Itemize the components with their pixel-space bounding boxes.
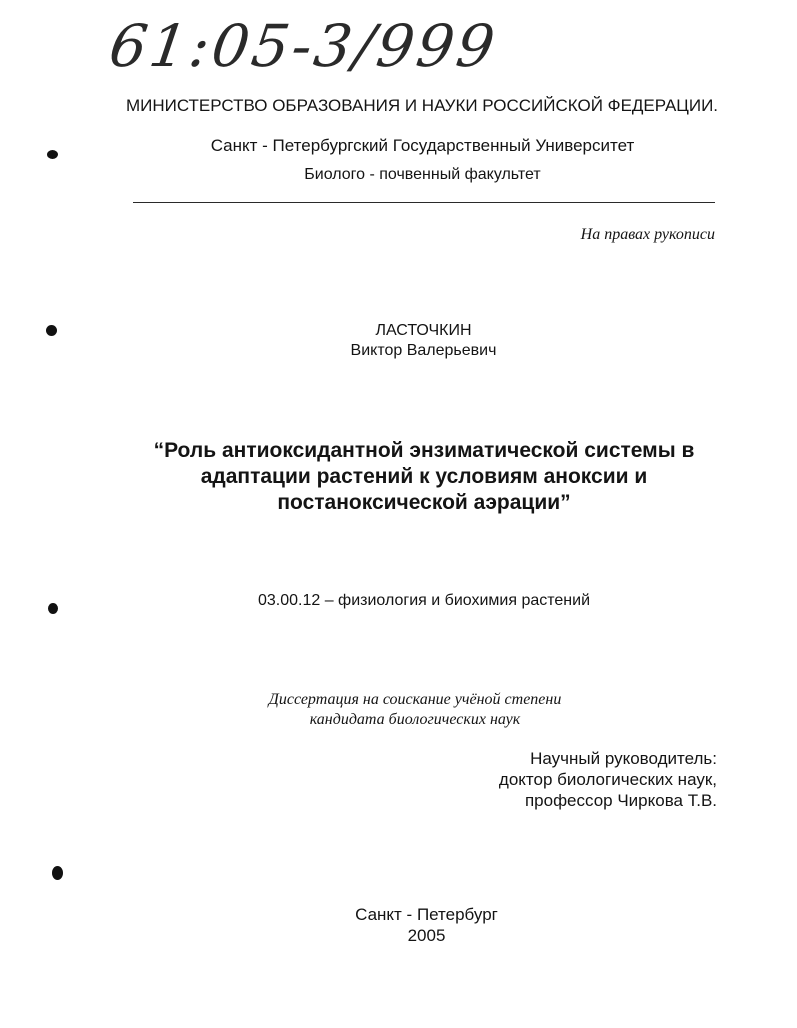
binding-hole-mark — [47, 150, 58, 159]
binding-hole-mark — [48, 603, 58, 614]
manuscript-rights-note: На правах рукописи — [580, 226, 715, 243]
handwritten-archive-code: 61:05-3/999 — [105, 12, 502, 80]
degree-statement-line-2: кандидата биологических наук — [309, 711, 521, 728]
degree-statement-line-1: Диссертация на соискание учёной степени — [268, 691, 562, 708]
scientific-supervisor — [499, 748, 717, 811]
supervisor-name: профессор Чиркова Т.В. — [524, 791, 717, 810]
ministry-heading: МИНИСТЕРСТВО ОБРАЗОВАНИЯ И НАУКИ РОССИЙСКОЙ ФЕДЕРАЦИИ. — [125, 96, 719, 115]
dissertation-title: “Роль антиоксидантной энзиматической системы в адаптации растений к условиям аноксии и постаноксической аэрации” — [153, 439, 695, 514]
binding-hole-mark — [46, 325, 57, 336]
university-name: Санкт - Петербургский Государственный Университет — [210, 136, 635, 155]
binding-hole-mark — [52, 866, 63, 880]
degree-statement — [220, 690, 610, 730]
author-surname: ЛАСТОЧКИН — [375, 322, 472, 339]
author-full-name: Виктор Валерьевич — [350, 342, 497, 359]
specialty-code: 03.00.12 – физиология и биохимия растений — [257, 592, 591, 609]
supervisor-label: Научный руководитель: — [530, 749, 717, 768]
supervisor-degree: доктор биологических наук, — [498, 770, 717, 789]
publication-year: 2005 — [407, 926, 446, 945]
faculty-name: Биолого - почвенный факультет — [304, 166, 541, 183]
publication-place — [0, 904, 797, 946]
city-name: Санкт - Петербург — [355, 905, 498, 924]
header-divider — [133, 202, 715, 203]
